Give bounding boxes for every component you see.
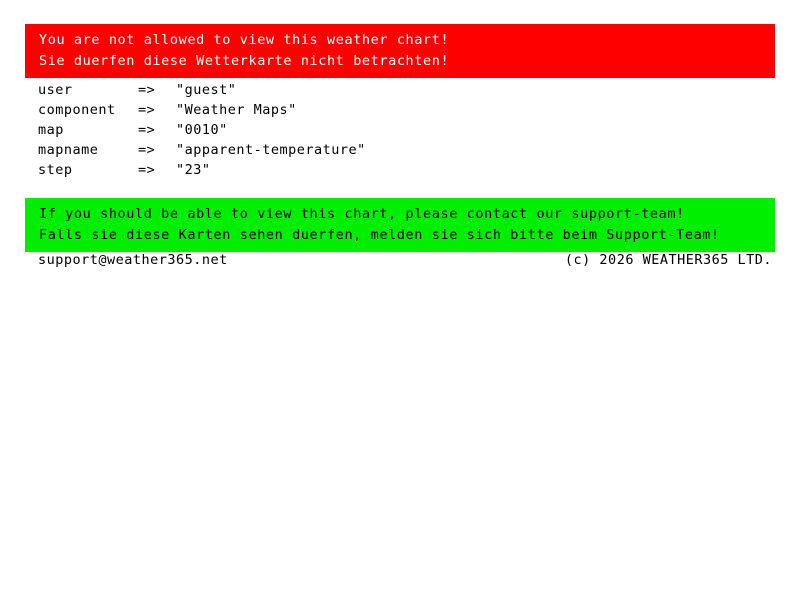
parameter-value: "Weather Maps": [176, 102, 297, 118]
parameter-row: [38, 80, 758, 100]
parameter-arrow: =>: [138, 162, 156, 178]
parameter-key: mapname: [38, 142, 99, 158]
parameter-arrow: =>: [138, 142, 156, 158]
parameter-key: step: [38, 162, 73, 178]
copyright-text: (c) 2026 WEATHER365 LTD.: [564, 252, 772, 268]
parameter-row: [38, 140, 758, 160]
parameter-row: [38, 100, 758, 120]
parameter-key: map: [38, 122, 64, 138]
support-email-link[interactable]: support@weather365.net: [38, 252, 228, 268]
parameter-row: [38, 120, 758, 140]
parameter-value: "guest": [176, 82, 237, 98]
parameter-value: "0010": [176, 122, 228, 138]
parameter-arrow: =>: [138, 102, 156, 118]
parameter-arrow: =>: [138, 122, 156, 138]
info-banner-line-en: If you should be able to view this chart, please contact our support-team!: [39, 206, 685, 222]
parameter-key: component: [38, 102, 116, 118]
footer: [38, 250, 772, 270]
error-banner-line-en: You are not allowed to view this weather chart!: [39, 32, 450, 48]
error-banner: [25, 24, 775, 78]
info-banner-line-de: Falls sie diese Karten sehen duerfen, melden sie sich bitte beim Support-Team!: [39, 227, 720, 243]
error-banner-line-de: Sie duerfen diese Wetterkarte nicht betrachten!: [39, 53, 450, 69]
parameter-arrow: =>: [138, 82, 156, 98]
parameter-key: user: [38, 82, 73, 98]
parameter-list: [38, 80, 758, 180]
parameter-value: "apparent-temperature": [176, 142, 366, 158]
parameter-value: "23": [176, 162, 211, 178]
info-banner: [25, 198, 775, 252]
parameter-row: [38, 160, 758, 180]
